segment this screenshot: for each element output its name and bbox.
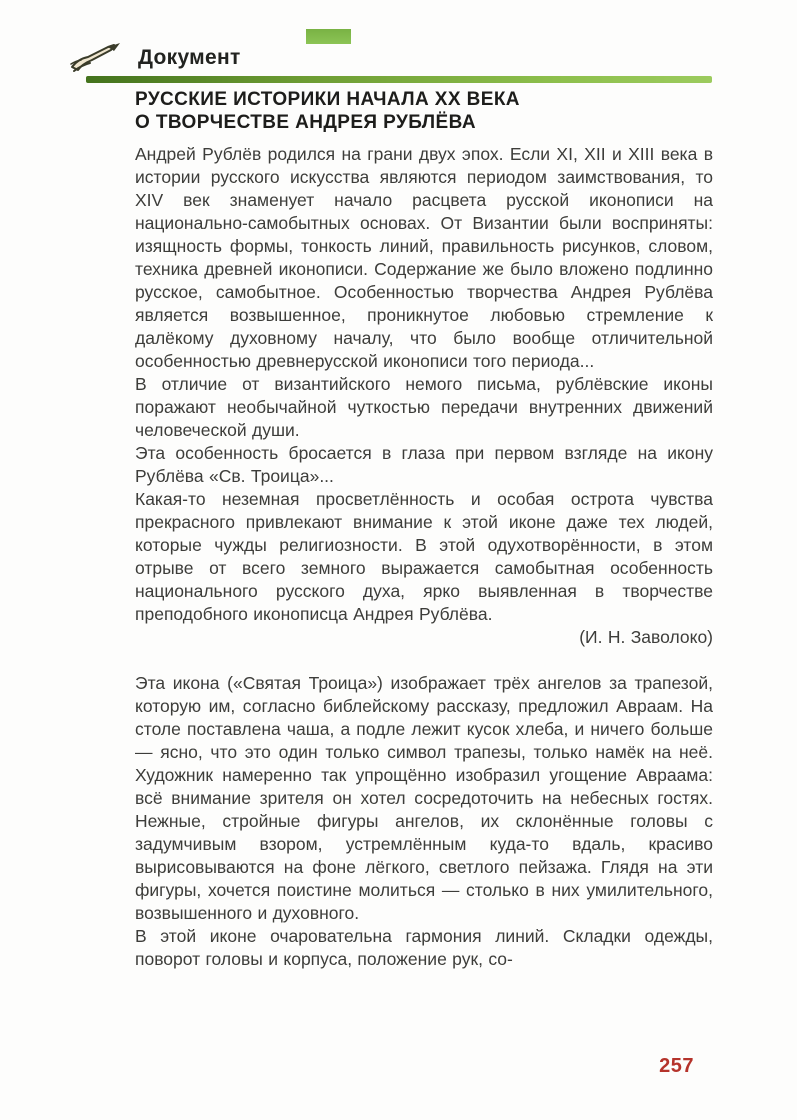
document-content (135, 88, 713, 971)
page-number: 257 (659, 1055, 694, 1077)
document-title-line2: О ТВОРЧЕСТВЕ АНДРЕЯ РУБЛЁВА (135, 112, 476, 133)
paragraph: Какая-то неземная просветлённость и особая острота чувства прекрасного привлекают внимание к этой иконе даже тех людей, которые чужды религиозности. В этой одухотворённости, в этом отрыве от всего земного выражается самобытная особенность национального русского духа, ярко выявленная в творчестве преподобного иконописца Андрея Рублёва. (135, 489, 713, 624)
paragraph: В этой иконе очаровательна гармония линий. Складки одежды, поворот головы и корпуса, положение рук, со- (135, 926, 713, 969)
document-title (135, 88, 713, 134)
document-title-line1: РУССКИЕ ИСТОРИКИ НАЧАЛА XX ВЕКА (135, 89, 520, 110)
paragraph: Эта особенность бросается в глаза при первом взгляде на икону Рублёва «Св. Троица»... (135, 443, 713, 486)
document-header (68, 40, 713, 76)
paragraph: Эта икона («Святая Троица») изображает трёх ангелов за трапезой, которую им, согласно библейскому рассказу, предложил Авраам. На столе поставлена чаша, а подле лежит кусок хлеба, и ничего больше — ясно, что это один только символ трапезы, только намёк на неё. Художник намеренно так упрощённо изобразил угощение Авраама: всё внимание зрителя он хотел сосредоточить на небесных гостях. Нежные, стройные фигуры ангелов, их склонённые головы с задумчивым взором, устремлённым куда-то вдаль, красиво вырисовываются на фоне лёгкого, светлого пейзажа. Глядя на эти фигуры, хочется поистине молиться — столько в них умилительного, возвышенного и духовного. (135, 673, 713, 923)
green-divider (86, 76, 712, 83)
paragraph: В отличие от византийского немого письма, рублёвские иконы поражают необычайной чуткостью передачи внутренних движений человеческой души. (135, 374, 713, 440)
paragraph: Андрей Рублёв родился на грани двух эпох. Если XI, XII и XIII века в истории русского искусства являются периодом заимствования, то XIV век знаменует начало расцвета русской иконописи на национально-самобытных основах. От Византии были восприняты: изящность формы, тонкость линий, правильность рисунков, словом, техника древней иконописи. Содержание же было вложено подлинно русское, самобытное. Особенностью творчества Андрея Рублёва является возвышенное, проникнутое любовью стремление к далёкому духовному началу, что было вообще отличительной особенностью древнерусской иконописи того периода... (135, 144, 713, 371)
writing-hand-icon (68, 41, 124, 75)
attribution: (И. Н. Заволоко) (579, 627, 713, 647)
section-header-label: Документ (138, 46, 241, 69)
